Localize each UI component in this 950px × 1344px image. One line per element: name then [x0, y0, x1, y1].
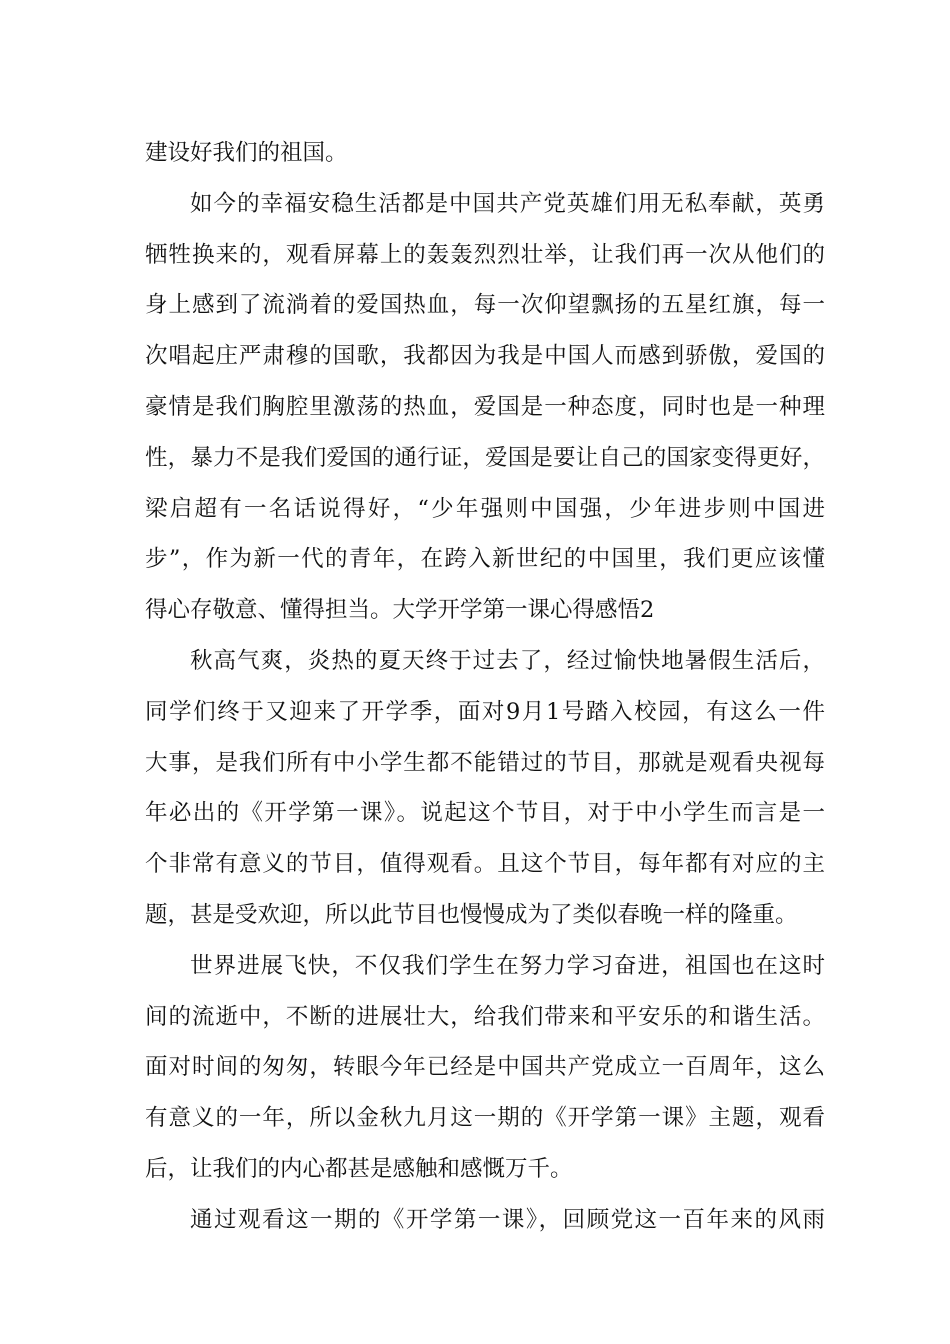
text-line: 豪情是我们胸腔里激荡的热血，爱国是一种态度，同时也是一种理	[145, 393, 825, 420]
text-line: 通过观看这一期的《开学第一课》，回顾党这一百年来的风雨	[190, 1206, 825, 1233]
text-line: 有意义的一年，所以金秋九月这一期的《开学第一课》主题，观看	[145, 1105, 825, 1132]
text-line: 世界进展飞快，不仅我们学生在努力学习奋进，祖国也在这时	[190, 952, 825, 979]
text-line: 面对时间的匆匆，转眼今年已经是中国共产党成立一百周年，这么	[145, 1054, 825, 1081]
text-line: 年必出的《开学第一课》。说起这个节目，对于中小学生而言是一	[145, 800, 825, 827]
text-line: 如今的幸福安稳生活都是中国共产党英雄们用无私奉献，英勇	[190, 190, 825, 217]
text-line: 大事，是我们所有中小学生都不能错过的节目，那就是观看央视每	[145, 749, 825, 776]
text-line: 次唱起庄严肃穆的国歌，我都因为我是中国人而感到骄傲，爱国的	[145, 343, 825, 370]
text-line: 同学们终于又迎来了开学季，面对9月1号踏入校园，有这么一件	[145, 698, 825, 725]
text-line: 牺牲换来的，观看屏幕上的轰轰烈烈壮举，让我们再一次从他们的	[145, 241, 825, 268]
text-line: 后，让我们的内心都甚是感触和感慨万千。	[145, 1155, 573, 1182]
text-line: 题，甚是受欢迎，所以此节目也慢慢成为了类似春晚一样的隆重。	[145, 901, 798, 928]
text-line: 梁启超有一名话说得好，“少年强则中国强，少年进步则中国进	[145, 495, 825, 522]
text-line: 秋高气爽，炎热的夏天终于过去了，经过愉快地暑假生活后，	[190, 647, 825, 674]
text-line: 身上感到了流淌着的爱国热血，每一次仰望飘扬的五星红旗，每一	[145, 292, 825, 319]
text-line: 性，暴力不是我们爱国的通行证，爱国是要让自己的国家变得更好，	[145, 444, 825, 471]
text-line: 得心存敬意、懂得担当。大学开学第一课心得感悟2	[145, 597, 655, 624]
text-line: 间的流逝中，不断的进展壮大，给我们带来和平安乐的和谐生活。	[145, 1003, 825, 1030]
document-body	[145, 128, 825, 1246]
text-line: 建设好我们的祖国。	[145, 140, 348, 166]
text-line: 步”，作为新一代的青年，在跨入新世纪的中国里，我们更应该懂	[145, 546, 825, 573]
text-line: 个非常有意义的节目，值得观看。且这个节目，每年都有对应的主	[145, 851, 825, 878]
